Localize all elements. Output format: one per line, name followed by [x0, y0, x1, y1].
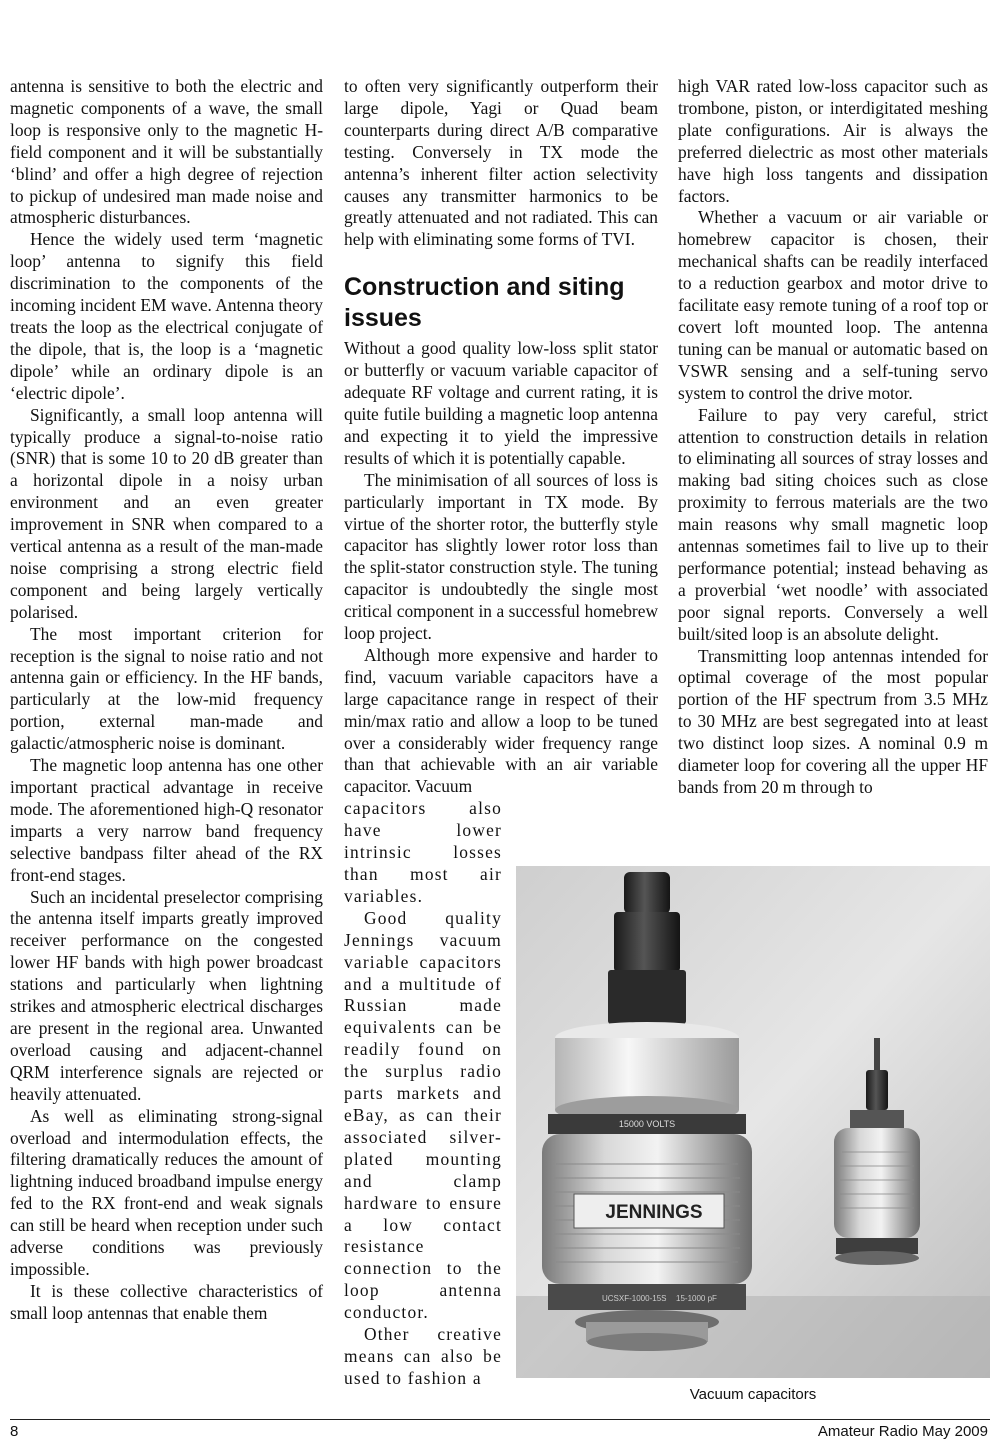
paragraph: It is these collective characteristics of small loop antennas that enable them	[10, 1280, 323, 1323]
voltage-label: 15000 VOLTS	[618, 1119, 676, 1129]
photo-illustration	[516, 866, 990, 1378]
figure-caption: Vacuum capacitors	[689, 1386, 817, 1403]
paragraph: Without a good quality low-loss split stator or butterfly or vacuum variable capacitor of adequate RF voltage and current rating, it is quite futile building a magnetic loop antenna and expecting it to yield the impressive results of which it is potentially capable.	[344, 338, 658, 468]
paragraph: Other creative means can also be used to fashion a	[344, 1324, 502, 1388]
vacuum-capacitors-photo	[516, 866, 990, 1378]
paragraph: capacitors also have lower intrinsic losses than most air variables.	[344, 798, 502, 906]
publication-info: Amateur Radio May 2009	[817, 1423, 988, 1440]
paragraph: The minimisation of all sources of loss is particularly important in TX mode. By virtue of the shorter rotor, the butterfly style capacitor has slightly lower rotor loss than the split-stator construction style. The tuning capacitor is undoubtedly the single most critical component in a successful homebrew loop project.	[344, 469, 658, 644]
part-label: UCSXF-1000-15S	[602, 1294, 667, 1303]
paragraph: Transmitting loop antennas intended for optimal coverage of the most popular portion of the HF spectrum from 3.5 MHz to 30 MHz are best segregated into at least two distinct loop sizes. A nominal 0.9 m diameter loop for covering all the upper HF bands from 20 m through to	[678, 645, 988, 797]
paragraph: Hence the widely used term ‘magnetic loop’ antenna to signify this field discrimination to the components of the incoming incident EM wave. Antenna theory treats the loop as the electrical conjugate of the dipole, that is, the loop is a ‘magnetic dipole’ while an ordinary dipole is an ‘electric dipole’.	[10, 229, 323, 403]
paragraph: high VAR rated low-loss capacitor such as trombone, piston, or interdigitated meshing plate configurations. Air is always the preferred dielectric as most other materials have high loss tangents and dissipation factors.	[678, 76, 988, 206]
paragraph: Failure to pay very careful, strict attention to construction details in relation to eliminating all sources of stray losses and making bad siting choices such as close proximity to ferrous materials are the two main reasons why small magnetic loop antennas sometimes fail to live up to their performance potential; instead behaving as a proverbial ‘wet noodle’ with associated poor signal reports. Conversely a well built/sited loop is an absolute delight.	[678, 404, 988, 644]
paragraph: Whether a vacuum or air variable or homebrew capacitor is chosen, their mechanical shafts can be readily interfaced to a reduction gearbox and motor drive to facilitate easy remote tuning of a roof top or covert loft mounted loop. The antenna tuning can be manual or automatic based on VSWR sensing and a self-tuning servo system to control the drive motor.	[678, 207, 988, 403]
paragraph: The magnetic loop antenna has one other important practical advantage in receive mode. The aforementioned high-Q resonator imparts a very narrow band frequency selective bandpass filter ahead of the RX front-end stages.	[10, 755, 323, 885]
paragraph: Although more expensive and harder to find, vacuum variable capacitors have a large capacitance range in respect of their min/max ratio and allow a loop to be tuned over a considerably wider frequency range than that achievable with an air variable capacitor. Vacuum	[344, 644, 658, 797]
page-number: 8	[10, 1423, 19, 1440]
section-heading: Construction and siting issues	[344, 273, 625, 333]
paragraph: to often very significantly outperform their large dipole, Yagi or Quad beam counterparts during direct A/B comparative testing. Conversely in TX mode the antenna’s inherent filter action selectivity causes any transmitter harmonics to be greatly attenuated and not radiated. This can help with eliminating some forms of TVI.	[344, 76, 658, 250]
paragraph: The most important criterion for reception is the signal to noise ratio and not antenna gain or efficiency. In the HF bands, particularly at the low-mid frequency portion, external man-made and galactic/atmospheric noise is dominant.	[10, 623, 323, 754]
paragraph: Such an incidental preselector comprising the antenna itself imparts greatly improved receiver performance on the congested lower HF bands with high power broadcast stations and particularly when lightning strikes and atmospheric electrical discharges are present in the regional area. Unwanted overload causing and adjacent-channel QRM interference signals are rejected or heavily attenuated.	[10, 886, 323, 1104]
paragraph: As well as eliminating strong-signal overload and intermodulation effects, the filtering dramatically reduces the amount of lightning induced broadband impulse energy fed to the RX front-end and weak signals can still be heard when reception under such adverse conditions was previously impossible.	[10, 1105, 323, 1279]
column-3	[678, 76, 988, 799]
paragraph: Significantly, a small loop antenna will typically produce a signal-to-noise ratio (SNR) that is some 10 to 20 dB greater than a horizontal dipole in a noisy urban environment and an even greater improvement in SNR when compared to a vertical antenna as a result of the man-made noise comprising a strong electric field component and being largely vertically polarised.	[10, 404, 323, 622]
paragraph: antenna is sensitive to both the electric and magnetic components of a wave, the small loop is responsive only to the magnetic H-field component and it will be substantially ‘blind’ and offer a high degree of rejection to pickup of undesired man made noise and atmospheric disturbances.	[10, 76, 323, 228]
part-label-2: 15-1000 pF	[676, 1294, 717, 1303]
footer-rule	[10, 1419, 990, 1420]
column-1	[10, 76, 323, 1325]
paragraph: Good quality Jennings vacuum variable capacitors and a multitude of Russian made equivalents can be readily found on the surplus radio parts markets and eBay, as can their associated silver-plated mounting and clamp hardware to ensure a low contact resistance connection to the loop antenna conductor.	[344, 907, 502, 1323]
brand-label: JENNINGS	[605, 1202, 703, 1223]
